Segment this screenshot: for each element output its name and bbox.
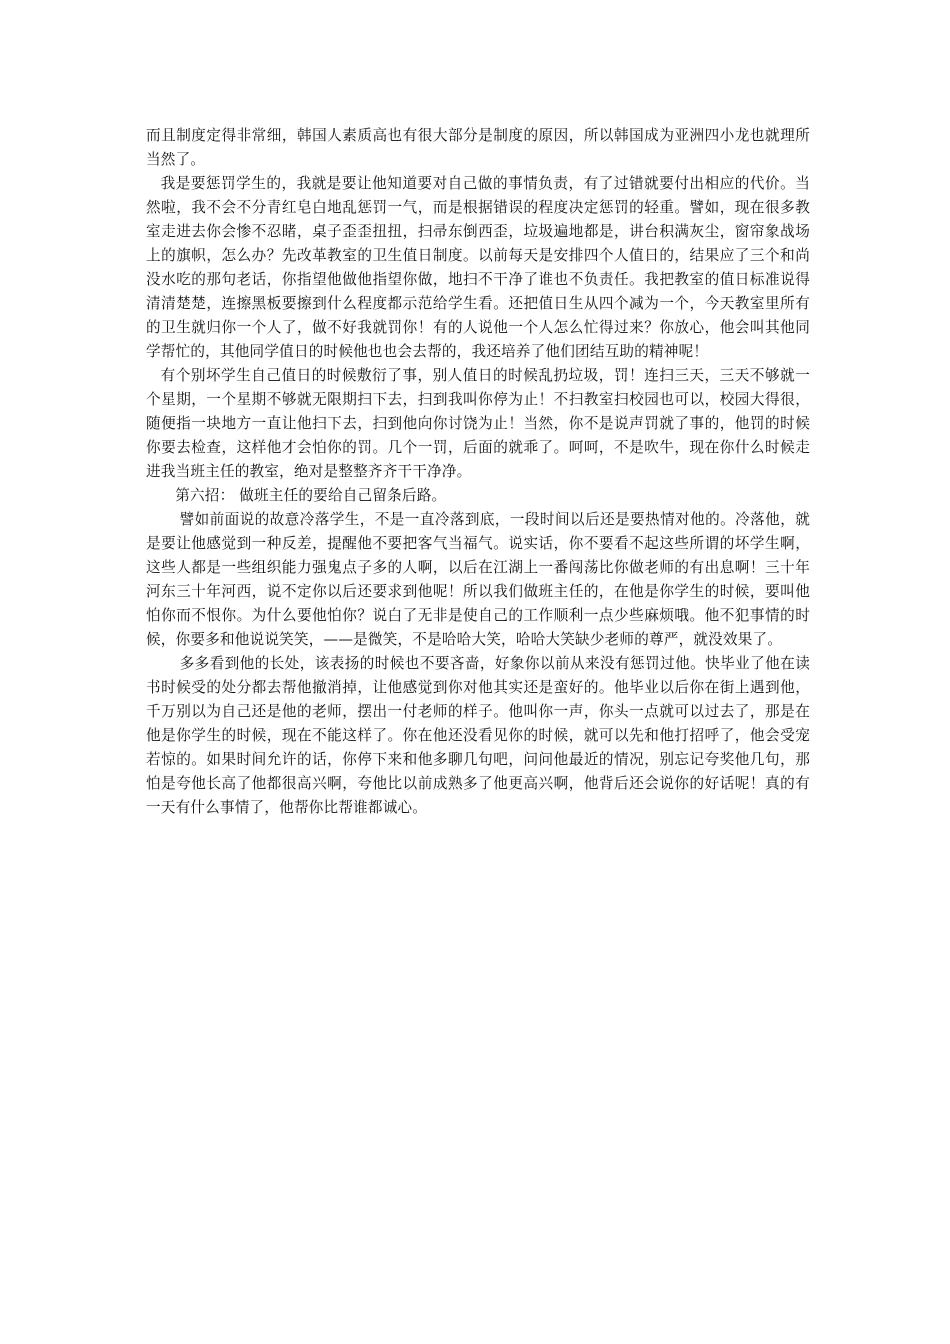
paragraph-punishment: 我是要惩罚学生的，我就是要让他知道要对自己做的事情负责，有了过错就要付出相应的代价。当然啦，我不会不分青红皂白地乱惩罚一气，而是根据错误的程度决定惩罚的轻重。譬如，现在很多教室走进去你会惨不忍睹，桌子歪歪扭扭，扫帚东倒西歪，垃圾遍地都是，讲台积满灰尘，窗帘象战场上的旗帜，怎么办？先改革教室的卫生值日制度。以前每天是安排四个人值日的，结果应了三个和尚没水吃的那句老话，你指望他做他指望你做，地扫不干净了谁也不负责任。我把教室的值日标准说得清清楚楚，连擦黑板要擦到什么程度都示范给学生看。还把值日生从四个减为一个，今天教室里所有的卫生就归你一个人了，做不好我就罚你！有的人说他一个人怎么忙得过来？你放心，他会叫其他同学帮忙的，其他同学值日的时候他也也会去帮的，我还培养了他们团结互助的精神呢！	[146, 175, 810, 360]
paragraph-cold-treatment: 譬如前面说的故意冷落学生，不是一直冷落到底，一段时间以后还是要热情对他的。冷落他，就是要让他感觉到一种反差，提醒他不要把客气当福气。说实话，你不要看不起这些所谓的坏学生啊，这些人都是一些组织能力强鬼点子多的人啊，以后在江湖上一番闯荡比你做老师的有出息啊！三十年河东三十年河西，说不定你以后还要求到他呢！所以我们做班主任的，在他是你学生的时候，要叫他怕你而不恨你。为什么要他怕你？说白了无非是使自己的工作顺利一点少些麻烦哦。他不犯事情的时候，你要多和他说说笑笑，——是微笑，不是哈哈大笑，哈哈大笑缺少老师的尊严，就没效果了。	[146, 511, 810, 648]
paragraph-bad-students-duty: 有个别坏学生自己值日的时候敷衍了事，别人值日的时候乱扔垃圾，罚！连扫三天，三天不够就一个星期，一个星期不够就无限期扫下去，扫到我叫你停为止！不扫教室扫校园也可以，校园大得很，随便指一块地方一直让他扫下去，扫到他向你讨饶为止！当然，你不是说声罚就了事的，他罚的时候你要去检查，这样他才会怕你的罚。几个一罚，后面的就乖了。呵呵，不是吹牛，现在你什么时候走进我当班主任的教室，绝对是整整齐齐干干净净。	[146, 367, 810, 480]
paragraph-system-korea: 而且制度定得非常细，韩国人素质高也有很大部分是制度的原因，所以韩国成为亚洲四小龙也就理所当然了。	[146, 127, 810, 168]
paragraph-praise-strengths: 多多看到他的长处，该表扬的时候也不要吝啬，好象你以前从来没有惩罚过他。快毕业了他在读书时候受的处分都去帮他撤消掉，让他感觉到你对他其实还是蛮好的。他毕业以后你在街上遇到他，千万别以为自己还是他的老师，摆出一付老师的样子。他叫你一声，你头一点就可以过去了，那是在他是你学生的时候，现在不能这样了。你在他还没看见你的时候，就可以先和他打招呼了，他会受宠若惊的。如果时间允许的话，你停下来和他多聊几句吧，问问他最近的情况，别忘记夸奖他几句，那怕是夸他长高了他都很高兴啊，夸他比以前成熟多了他更高兴啊，他背后还会说你的好话呢！真的有一天有什么事情了，他帮你比帮谁都诚心。	[146, 655, 810, 816]
document-page	[146, 124, 810, 820]
section-heading-sixth-move: 第六招： 做班主任的要给自己留条后路。	[175, 487, 447, 504]
